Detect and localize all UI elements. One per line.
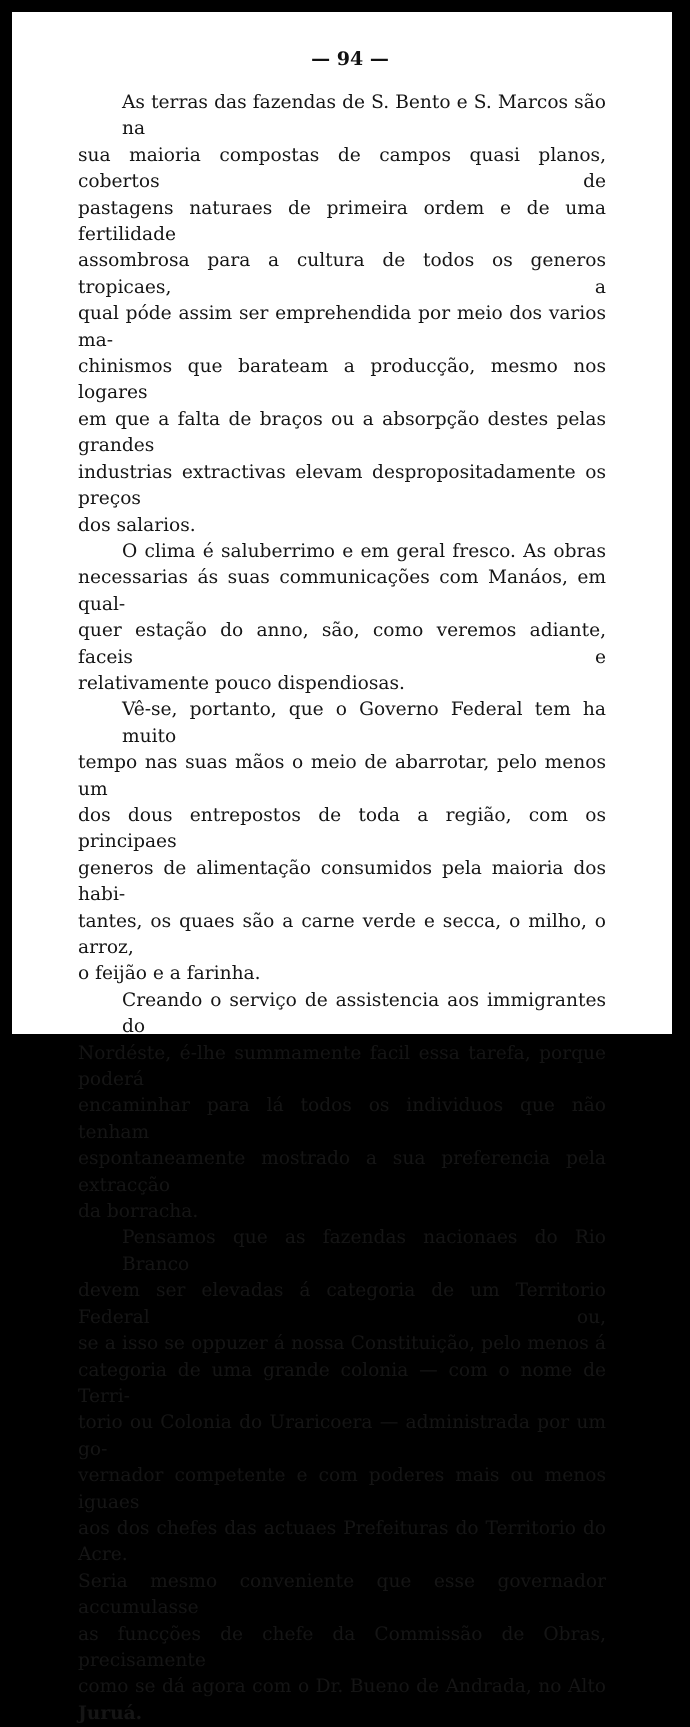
paragraph-3 xyxy=(78,697,606,987)
text-line: torio ou Colonia do Uraricoera — administrada por um go- xyxy=(78,1412,606,1460)
text-line: generos de alimentação consumidos pela maioria dos habi- xyxy=(78,857,606,906)
text-line: vernador competente e com poderes mais ou menos iguaes xyxy=(78,1465,606,1513)
text-line: chinismos que barateam a producção, mesmo nos logares xyxy=(78,356,606,404)
text-line: aos dos chefes das actuaes Prefeituras do Territorio do Acre. xyxy=(78,1517,606,1566)
text-line: quer estação do anno, são, como veremos adiante, faceis e xyxy=(78,620,606,668)
text-line: tantes, os quaes são a carne verde e secca, o milho, o arroz, xyxy=(78,910,606,958)
text-line: pastagens naturaes de primeira ordem e de uma fertilidade xyxy=(78,197,606,246)
document-page xyxy=(12,12,672,1724)
text-line: Nordéste, é-lhe summamente facil essa tarefa, porque poderá xyxy=(78,1042,606,1091)
text-line: dos salarios. xyxy=(78,514,196,536)
text-line: devem ser elevadas á categoria de um Territorio Federal ou, xyxy=(78,1280,606,1328)
body-text xyxy=(78,90,606,1727)
text-line: relativamente pouco dispendiosas. xyxy=(78,672,405,694)
text-line: O clima é saluberrimo e em geral fresco. As obras xyxy=(122,540,606,562)
text-line: espontaneamente mostrado a sua preferencia pela extracção xyxy=(78,1148,606,1196)
paragraph-5 xyxy=(78,1225,606,1727)
page-number: — 94 — xyxy=(311,48,389,70)
text-line: encaminhar para lá todos os individuos que não tenham xyxy=(78,1095,606,1143)
text-line: Creando o serviço de assistencia aos immigrantes do xyxy=(122,989,606,1038)
text-line: o feijão e a farinha. xyxy=(78,963,261,985)
text-line: Juruá. xyxy=(78,1702,143,1724)
text-line: como se dá agora com o Dr. Bueno de Andrada, no Alto xyxy=(78,1676,606,1698)
text-line: da borracha. xyxy=(78,1201,199,1223)
text-line: dos dous entrepostos de toda a região, com os principaes xyxy=(78,804,606,853)
paragraph-2 xyxy=(78,539,606,697)
text-line: categoria de uma grande colonia — com o nome de Terri- xyxy=(78,1359,606,1407)
text-line: se a isso se oppuzer á nossa Constituição, pelo menos á xyxy=(78,1333,606,1355)
text-line: As terras das fazendas de S. Bento e S. Marcos são na xyxy=(122,92,606,140)
text-line: assombrosa para a cultura de todos os generos tropicaes, a xyxy=(78,250,606,298)
paragraph-1 xyxy=(78,90,606,539)
text-line: as funcções de chefe da Commissão de Obras, precisamente xyxy=(78,1623,606,1671)
text-line: qual póde assim ser emprehendida por meio dos varios ma- xyxy=(78,303,606,351)
text-line: em que a falta de braços ou a absorpção destes pelas grandes xyxy=(78,408,606,457)
text-line: sua maioria compostas de campos quasi planos, cobertos de xyxy=(78,144,606,193)
paragraph-4 xyxy=(78,988,606,1226)
text-line: tempo nas suas mãos o meio de abarrotar, pelo menos um xyxy=(78,752,606,800)
text-line: Seria mesmo conveniente que esse governador accumulasse xyxy=(78,1570,606,1619)
text-line: necessarias ás suas communicações com Manáos, em qual- xyxy=(78,567,606,615)
text-line: Vê-se, portanto, que o Governo Federal tem ha muito xyxy=(122,699,606,747)
text-line: industrias extractivas elevam despropositadamente os preços xyxy=(78,461,606,510)
text-line: Pensamos que as fazendas nacionaes do Rio Branco xyxy=(122,1227,606,1275)
